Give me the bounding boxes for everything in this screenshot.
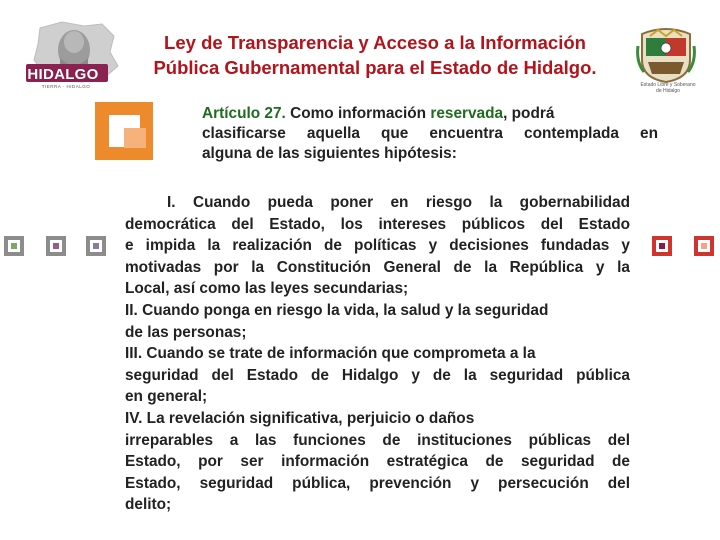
body-line: seguridad del Estado de Hidalgo y de la seguridad pública [125, 366, 630, 384]
title-line-2: Pública Gubernamental para el Estado de Hidalgo. [153, 57, 597, 78]
title-line-1: Ley de Transparencia y Acceso a la Información [164, 32, 586, 53]
article-intro-end: , podrá [503, 105, 555, 122]
article-line-1 [202, 104, 658, 124]
decorative-square-dot [93, 243, 99, 249]
body-line: democrática del Estado, los intereses públicos del Estado [125, 215, 630, 233]
body-line: de las personas; [125, 323, 247, 341]
body-line: IV. La revelación significativa, perjuicio o daños [125, 409, 475, 427]
body-line: Local, así como las leyes secundarias; [125, 280, 409, 298]
decorative-square-dot [11, 243, 17, 249]
body-line: Estado, por ser información estratégica de seguridad de [125, 453, 630, 471]
hidalgo-logo-tagline: TIERRA · HIDALGO [41, 84, 91, 89]
article-number: Artículo 27. [202, 105, 286, 122]
body-line: II. Cuando ponga en riesgo la vida, la salud y la seguridad [125, 301, 549, 319]
coat-of-arms-caption [640, 82, 696, 94]
article-intro [202, 104, 658, 164]
article-line-3: alguna de las siguientes hipótesis: [202, 145, 457, 162]
hypotheses-list [125, 192, 630, 516]
body-line: I. Cuando pueda poner en riesgo la gobernabilidad [167, 194, 630, 211]
page-title [110, 30, 640, 80]
body-line: Estado, seguridad pública, prevención y persecución del [125, 474, 630, 492]
hidalgo-logo-wordmark: HIDALGO [27, 66, 99, 83]
body-line: delito; [125, 496, 172, 514]
body-line: en general; [125, 388, 208, 406]
decorative-square-dot [53, 243, 59, 249]
coat-of-arms-icon [636, 26, 696, 84]
orange-inner-square [124, 128, 146, 148]
decorative-square-dot [701, 243, 707, 249]
article-line-2: clasificarse aquella que encuentra contemplada en [202, 125, 658, 142]
reserved-highlight: reservada [430, 105, 504, 122]
article-intro-text: Como información [285, 105, 431, 122]
decorative-square-left-3 [86, 236, 106, 256]
caption-line-2: de Hidalgo [656, 88, 680, 94]
caption-line-1: Estado Libre y Soberano [640, 82, 696, 88]
decorative-square-right-1 [652, 236, 672, 256]
decorative-square-right-2 [694, 236, 714, 256]
body-line: e impida la realización de políticas y decisiones fundadas y [125, 237, 630, 255]
body-line: III. Cuando se trate de información que comprometa a la [125, 345, 536, 363]
decorative-square-dot [659, 243, 665, 249]
decorative-square-left-2 [46, 236, 66, 256]
body-line: irreparables a las funciones de instituciones públicas del [125, 431, 630, 449]
body-line: motivadas por la Constitución General de la República y la [125, 258, 630, 276]
decorative-square-left-1 [4, 236, 24, 256]
